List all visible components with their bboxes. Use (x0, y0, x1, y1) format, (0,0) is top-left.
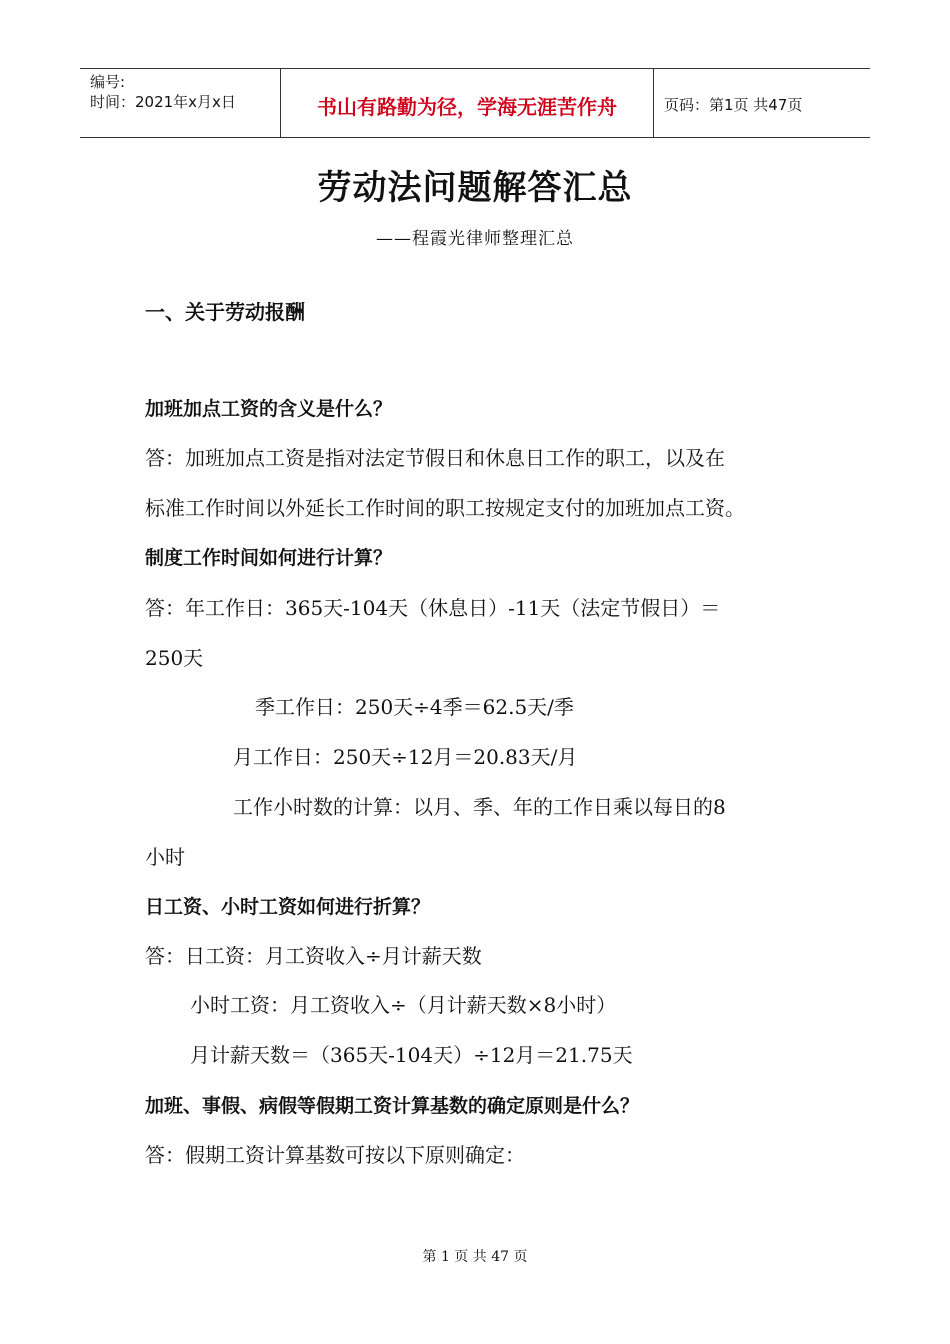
answer-line: 250天 (145, 646, 204, 670)
question-1: 加班加点工资的含义是什么？ (145, 398, 393, 420)
page-info: 页码：第1页 共47页 (664, 96, 803, 114)
question-3: 日工资、小时工资如何进行折算？ (145, 896, 431, 918)
answer-line: 答：年工作日：365天-104天（休息日）-11天（法定节假日）＝ (145, 596, 721, 620)
answer-line: 标准工作时间以外延长工作时间的职工按规定支付的加班加点工资。 (145, 496, 745, 520)
answer-line: 小时 (145, 845, 185, 869)
page-title: 劳动法问题解答汇总 (317, 168, 633, 208)
answer-line: 季工作日：250天÷4季＝62.5天/季 (255, 695, 574, 719)
motto: 书山有路勤为径，学海无涯苦作舟 (317, 95, 617, 119)
header-page-cell (654, 69, 870, 137)
document-header (80, 68, 870, 138)
answer-line: 小时工资：月工资收入÷（月计薪天数×8小时） (190, 993, 617, 1017)
answer-line: 月工作日：250天÷12月＝20.83天/月 (233, 745, 578, 769)
number-label: 编号: (90, 73, 126, 91)
header-meta-cell (80, 69, 281, 137)
answer-line: 工作小时数的计算：以月、季、年的工作日乘以每日的8 (233, 795, 726, 819)
answer-line: 答：加班加点工资是指对法定节假日和休息日工作的职工，以及在 (145, 446, 725, 470)
question-2: 制度工作时间如何进行计算？ (145, 547, 393, 569)
answer-line: 答：日工资：月工资收入÷月计薪天数 (145, 944, 482, 968)
answer-line: 月计薪天数＝（365天-104天）÷12月＝21.75天 (190, 1043, 633, 1067)
answer-line: 答：假期工资计算基数可按以下原则确定： (145, 1143, 525, 1167)
date-line: 时间：2021年x月x日 (90, 93, 236, 111)
page-footer: 第 1 页 共 47 页 (422, 1249, 528, 1265)
page-subtitle: ——程霞光律师整理汇总 (376, 229, 574, 249)
question-4: 加班、事假、病假等假期工资计算基数的确定原则是什么？ (145, 1095, 640, 1117)
header-motto-cell (281, 69, 654, 137)
section-heading: 一、关于劳动报酬 (145, 300, 305, 324)
